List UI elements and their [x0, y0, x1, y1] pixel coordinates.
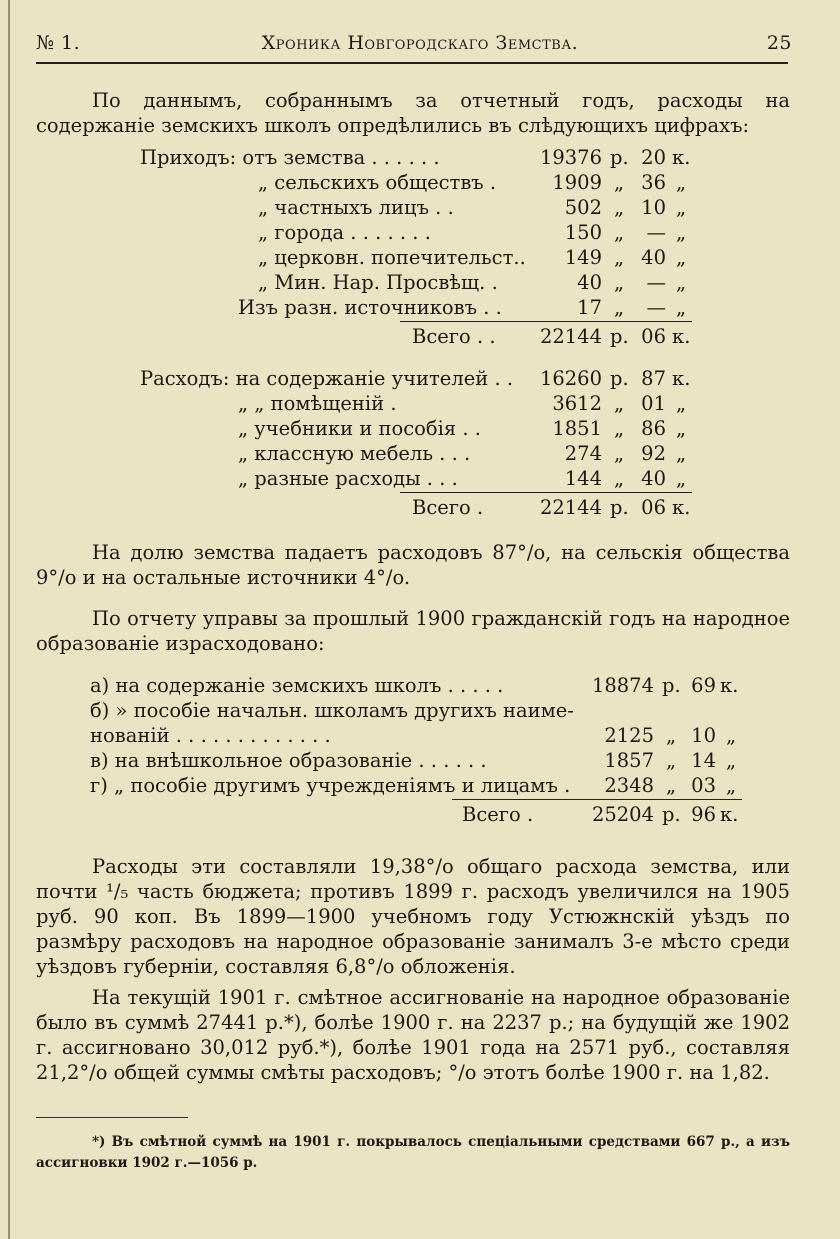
expense-end: „ [676, 467, 687, 490]
income-sep: „ [614, 271, 625, 294]
income-total-rub: 22144 [539, 325, 602, 348]
body-paragraph-2: На текущій 1901 г. смѣтное ассигнованіе на народное образованіе было въ суммѣ 27441 р.*), болѣе 1900 г. на 2237 р.; на будущій же 1902 г. ассигновано 30,012 руб.*), болѣе 1901 года на 2571 руб., составляя 21,2°/o общей суммы смѣты расходовъ; °/o этотъ болѣе 1900 г. на 1,82. [36, 986, 790, 1084]
report-sep: „ [666, 749, 677, 772]
body-paragraph-1: Расходы эти составляли 19,38°/o общаго расхода земства, или почти ¹/₅ часть бюджета; противъ 1899 г. расходъ увеличился на 1905 руб. 90 коп. Въ 1899—1900 учебномъ году Устюжнскій уѣздъ по размѣру расходовъ на народное образованіе занималъ 3-е мѣсто среди уѣздовъ губерніи, составляя 6,8°/o обложенія. [36, 855, 790, 978]
expense-sep: „ [614, 417, 625, 440]
income-end: „ [676, 171, 687, 194]
footnote-rule [36, 1117, 188, 1118]
report-rub: 2125 [604, 724, 654, 747]
report-rub: 18874 [591, 674, 654, 697]
report-total-rule [452, 799, 742, 800]
report-sep: р. [662, 674, 681, 697]
income-row-label: Изъ разн. источниковъ . . [238, 296, 502, 319]
report-row-label: в) на внѣшкольное образованіе . . . . . . [90, 749, 487, 772]
expense-rub: 3612 [552, 392, 602, 415]
expense-end: „ [676, 417, 687, 440]
income-total-label: Всего . . [412, 325, 496, 348]
expense-kop: 40 [641, 467, 666, 490]
report-rub: 1857 [604, 749, 654, 772]
income-sep: „ [614, 196, 625, 219]
income-rub: 502 [564, 196, 602, 219]
report-end: „ [726, 724, 737, 747]
expense-total-sep: р. [610, 496, 629, 519]
report-end: „ [726, 774, 737, 797]
expense-end: к. [672, 367, 691, 390]
expense-row-label: „ разные расходы . . . [238, 467, 458, 490]
income-total-end: к. [672, 325, 691, 348]
report-total-end: к. [720, 803, 739, 826]
income-end: „ [676, 196, 687, 219]
expense-rub: 1851 [552, 417, 602, 440]
income-rub: 19376 [539, 146, 602, 169]
expense-rub: 144 [564, 467, 602, 490]
income-kop: — [646, 296, 666, 319]
income-kop: 20 [641, 146, 666, 169]
income-kop: 40 [641, 246, 666, 269]
report-row-label: нованій . . . . . . . . . . . . . [90, 724, 331, 747]
report-total-label: Всего . [462, 803, 534, 826]
income-total-sep: р. [610, 325, 629, 348]
report-row-label: г) „ пособіе другимъ учрежденіямъ и лицамъ . [90, 774, 571, 797]
expense-kop: 92 [641, 442, 666, 465]
income-rub: 150 [564, 221, 602, 244]
income-sep: „ [614, 171, 625, 194]
expense-total-label: Всего . [412, 496, 484, 519]
income-kop: — [646, 271, 666, 294]
report-row-label: а) на содержаніе земскихъ школъ . . . . . [90, 674, 504, 697]
expense-kop: 86 [641, 417, 666, 440]
report-total-rub: 25204 [591, 803, 654, 826]
issue-number: № 1. [36, 32, 81, 54]
report-end: „ [726, 749, 737, 772]
report-sep: „ [666, 724, 677, 747]
income-kop: 36 [641, 171, 666, 194]
income-end: „ [676, 246, 687, 269]
expense-rub: 16260 [539, 367, 602, 390]
income-end: „ [676, 296, 687, 319]
income-row-label: Приходъ: отъ земства . . . . . . [140, 146, 440, 169]
income-kop: — [646, 221, 666, 244]
report-sep: „ [666, 774, 677, 797]
income-sep: р. [610, 146, 629, 169]
expense-sep: „ [614, 467, 625, 490]
income-rub: 149 [564, 246, 602, 269]
income-end: к. [672, 146, 691, 169]
report-kop: 03 [691, 774, 716, 797]
page-number: 25 [766, 32, 792, 54]
binding-edge [8, 0, 10, 1239]
expense-kop: 01 [641, 392, 666, 415]
income-row-label: „ города . . . . . . . [258, 221, 431, 244]
income-sep: „ [614, 221, 625, 244]
expense-sep: „ [614, 392, 625, 415]
report-total-kop: 96 [691, 803, 716, 826]
header-rule [36, 62, 788, 64]
running-title: Хроника Новгородскаго Земства. [261, 32, 579, 54]
expense-row-label: Расходъ: на содержаніе учителей . . [140, 367, 514, 390]
expense-total-rub: 22144 [539, 496, 602, 519]
expense-rub: 274 [564, 442, 602, 465]
income-kop: 10 [641, 196, 666, 219]
share-paragraph: На долю земства падаетъ расходовъ 87°/o, на сельскія общества 9°/o и на остальные источники 4°/o. [36, 541, 790, 589]
expense-end: „ [676, 392, 687, 415]
report-row-label: б) » пособіе начальн. школамъ другихъ наиме- [90, 699, 574, 722]
expense-total-rule [400, 492, 692, 493]
report-end: к. [720, 674, 739, 697]
income-rub: 1909 [552, 171, 602, 194]
income-total-kop: 06 [641, 325, 666, 348]
expense-sep: „ [614, 442, 625, 465]
report-kop: 10 [691, 724, 716, 747]
income-end: „ [676, 221, 687, 244]
income-row-label: „ сельскихъ обществъ . [258, 171, 497, 194]
report-paragraph: По отчету управы за прошлый 1900 гражданскій годъ на народное образованіе израсходовано: [36, 607, 790, 655]
expense-kop: 87 [641, 367, 666, 390]
income-row-label: „ церковн. попечительст.. [258, 246, 526, 269]
income-total-rule [400, 321, 692, 322]
intro-paragraph: По даннымъ, собраннымъ за отчетный годъ, расходы на содержаніе земскихъ школъ опредѣлились въ слѣдующихъ цифрахъ: [36, 89, 790, 137]
expense-sep: р. [610, 367, 629, 390]
expense-row-label: „ классную мебель . . . [238, 442, 471, 465]
expense-total-end: к. [672, 496, 691, 519]
income-rub: 17 [577, 296, 602, 319]
report-kop: 69 [691, 674, 716, 697]
report-total-sep: р. [662, 803, 681, 826]
income-sep: „ [614, 246, 625, 269]
income-row-label: „ Мин. Нар. Просвѣщ. . [258, 271, 498, 294]
income-end: „ [676, 271, 687, 294]
expense-total-kop: 06 [641, 496, 666, 519]
expense-end: „ [676, 442, 687, 465]
footnote: *) Въ смѣтной суммѣ на 1901 г. покрывалось спеціальными средствами 667 р., а изъ ассигновки 1902 г.—1056 р. [36, 1134, 790, 1171]
income-rub: 40 [577, 271, 602, 294]
expense-row-label: „ учебники и пособія . . [238, 417, 481, 440]
income-row-label: „ частныхъ лицъ . . [258, 196, 454, 219]
expense-row-label: „ „ помѣщеній . [238, 392, 397, 415]
report-rub: 2348 [604, 774, 654, 797]
report-kop: 14 [691, 749, 716, 772]
income-sep: „ [614, 296, 625, 319]
